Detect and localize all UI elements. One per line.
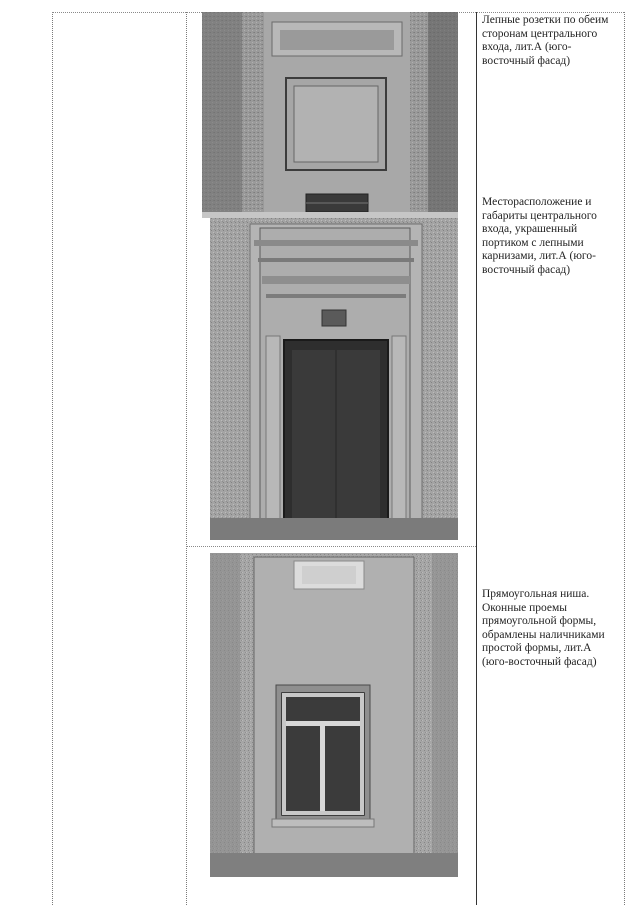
table-column-divider [476,12,477,905]
facade-photo-top [202,12,458,218]
niche-window-photo [210,553,458,877]
table-column-divider [186,12,187,905]
row-description-rosettes: Лепные розетки по обеим сторонам центрального входа, лит.А (юго-восточный фасад) [482,14,609,67]
table-left-border [52,12,53,905]
row-description-niche: Прямоугольная ниша. Оконные проемы прямоугольной формы, обрамлены наличниками простой формы, лит.А (юго-восточный фасад) [482,588,605,668]
entrance-photo [210,218,458,540]
row-description-entrance: Месторасположение и габариты центрального входа, украшенный портиком с лепными карнизами, лит.А (юго-восточный фасад) [482,196,597,276]
table-right-border [624,12,625,905]
table-row-divider [186,546,476,547]
